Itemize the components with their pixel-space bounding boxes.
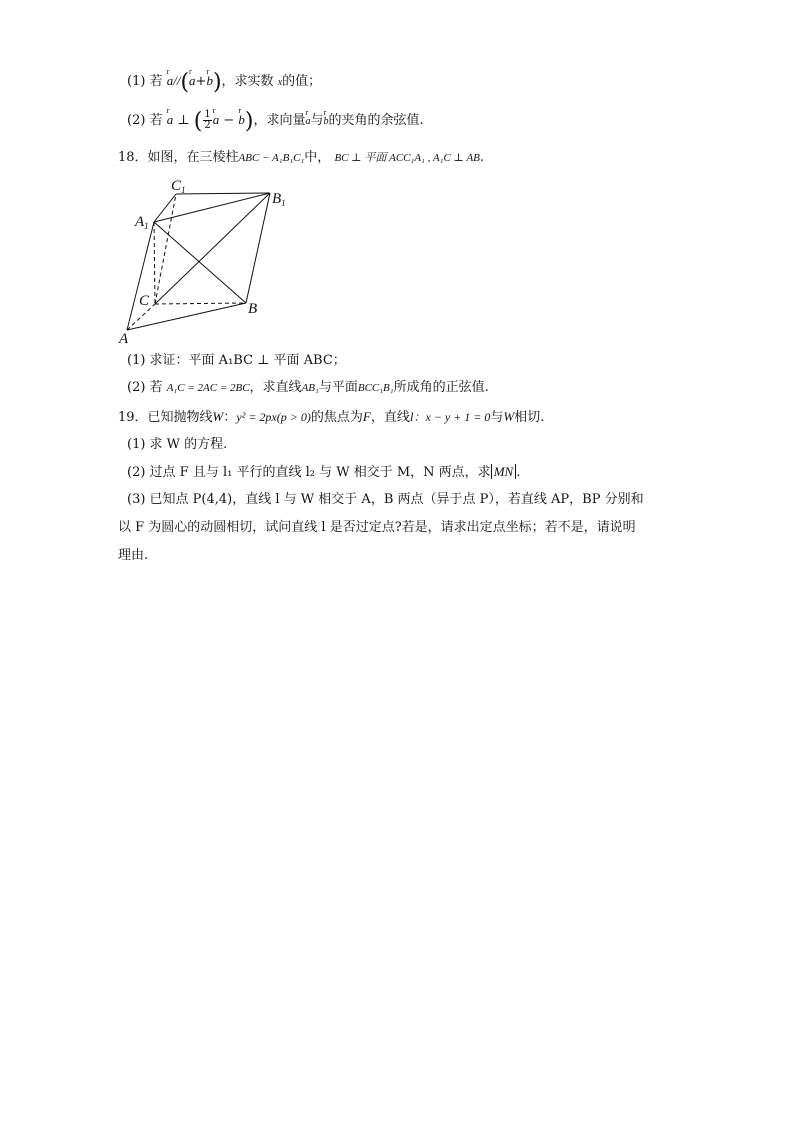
text: 与平面 [318,380,358,395]
edge-C-B [155,303,246,304]
text: . [479,150,485,165]
edge-A-A1 [127,222,154,330]
text: 19．已知抛物线 [118,410,213,425]
prism-figure [115,176,295,346]
text: 与 [310,113,324,128]
symbol-W: W [212,409,224,424]
label-B: B [248,301,258,317]
q19-part2 [127,463,520,482]
q19-stem [118,408,544,427]
vector-b: r b [238,111,245,129]
diag-A1-B [154,222,246,303]
fraction-half: $\frac{1}{2}$ [204,109,211,131]
text: 若 [149,113,163,128]
label-B1: $B_1$ [272,191,286,208]
text: ，直线 [370,410,410,425]
parabola-equation: y² = 2px(p > 0) [236,410,311,424]
text: 的夹角的余弦值. [328,113,424,128]
condition: A₁C = 2AC = 2BC [166,382,250,394]
paren-close: ) [244,109,254,134]
vector-a: r a [167,111,174,129]
text: 中， [304,150,331,165]
q19-part1: (1) 求 W 的方程. [127,437,228,452]
text: . [516,465,521,480]
paren-open: ( [193,109,203,134]
abs-MN: MN [491,464,517,479]
parallel-symbol: // [173,73,181,88]
text: ： [223,410,237,425]
text: 的值； [282,74,322,89]
vector-a: r a [213,111,220,129]
paren-open: ( [180,70,190,95]
part-number: (2) [127,113,146,128]
paren-close: ) [212,70,222,95]
label-A: A [119,331,129,346]
text: 若 [149,74,163,89]
text: 的焦点为 [310,410,363,425]
symbol-l: l [409,409,414,424]
condition: BC ⊥ 平面 ACC₁A₁ , A₁C ⊥ AB [334,152,480,164]
text: 相切. [514,410,545,425]
q17-part2: (2) 若 r a ⊥ ( $\frac{1}{2}$ r a − r b)，求向量r a与r b的夹角的余弦值. [127,110,424,131]
line-name: AB₁ [301,382,319,394]
symbol-F: F [362,409,371,424]
edge-C-C1 [155,194,176,304]
vector-b: r b [323,113,328,131]
q19-part3-line2: 以 F 为圆心的动圆相切，试问直线 l 是否过定点?若是，请求出定点坐标；若不是，请说明 [118,520,636,535]
line-equation: ：x − y + 1 = 0 [413,410,491,424]
text: 所成角的正弦值. [393,380,489,395]
plane-name: BCC₁B₁ [357,382,394,394]
q19-part3-line3: 理由. [118,548,149,563]
label-A1: $A_1$ [135,214,149,231]
label-C: C [139,293,150,309]
text: ，求直线 [249,380,302,395]
symbol-W: W [503,409,515,424]
text: 18．如图，在三棱柱 [118,150,239,165]
vector-b: r b [206,72,213,90]
text: ，求向量 [253,113,306,128]
q18-part2 [127,379,489,397]
variable-x: x [277,77,283,88]
diag-C-B1 [155,193,270,304]
edge-B1-B [246,193,270,303]
edge-A1-C [154,222,155,304]
prism-name: ABC − A₁B₁C₁ [238,152,305,164]
q19-part3-line1: (3) 已知点 P(4,4)，直线 l 与 W 相交于 A，B 两点（异于点 P），若直线 AP，BP 分别和 [127,492,644,507]
vector-a: r a [305,113,310,131]
vector-a: r a [189,72,196,90]
text: 与 [490,410,504,425]
edge-C1-B1 [176,193,270,194]
label-C1: $C_1$ [171,178,186,195]
q18-part1: (1) 求证：平面 A₁BC ⊥ 平面 ABC； [127,353,346,368]
q17-part1: (1) 若 r a//(r a+r b)，求实数 x的值； [127,72,321,92]
vector-a: r a [167,72,174,90]
part-number: (1) [127,74,146,89]
text: (2) 若 [127,380,163,395]
q18-stem [118,149,484,167]
text: ，求实数 [221,74,274,89]
text: (2) 过点 F 且与 l₁ 平行的直线 l₂ 与 W 相交于 M，N 两点，求 [127,465,491,480]
